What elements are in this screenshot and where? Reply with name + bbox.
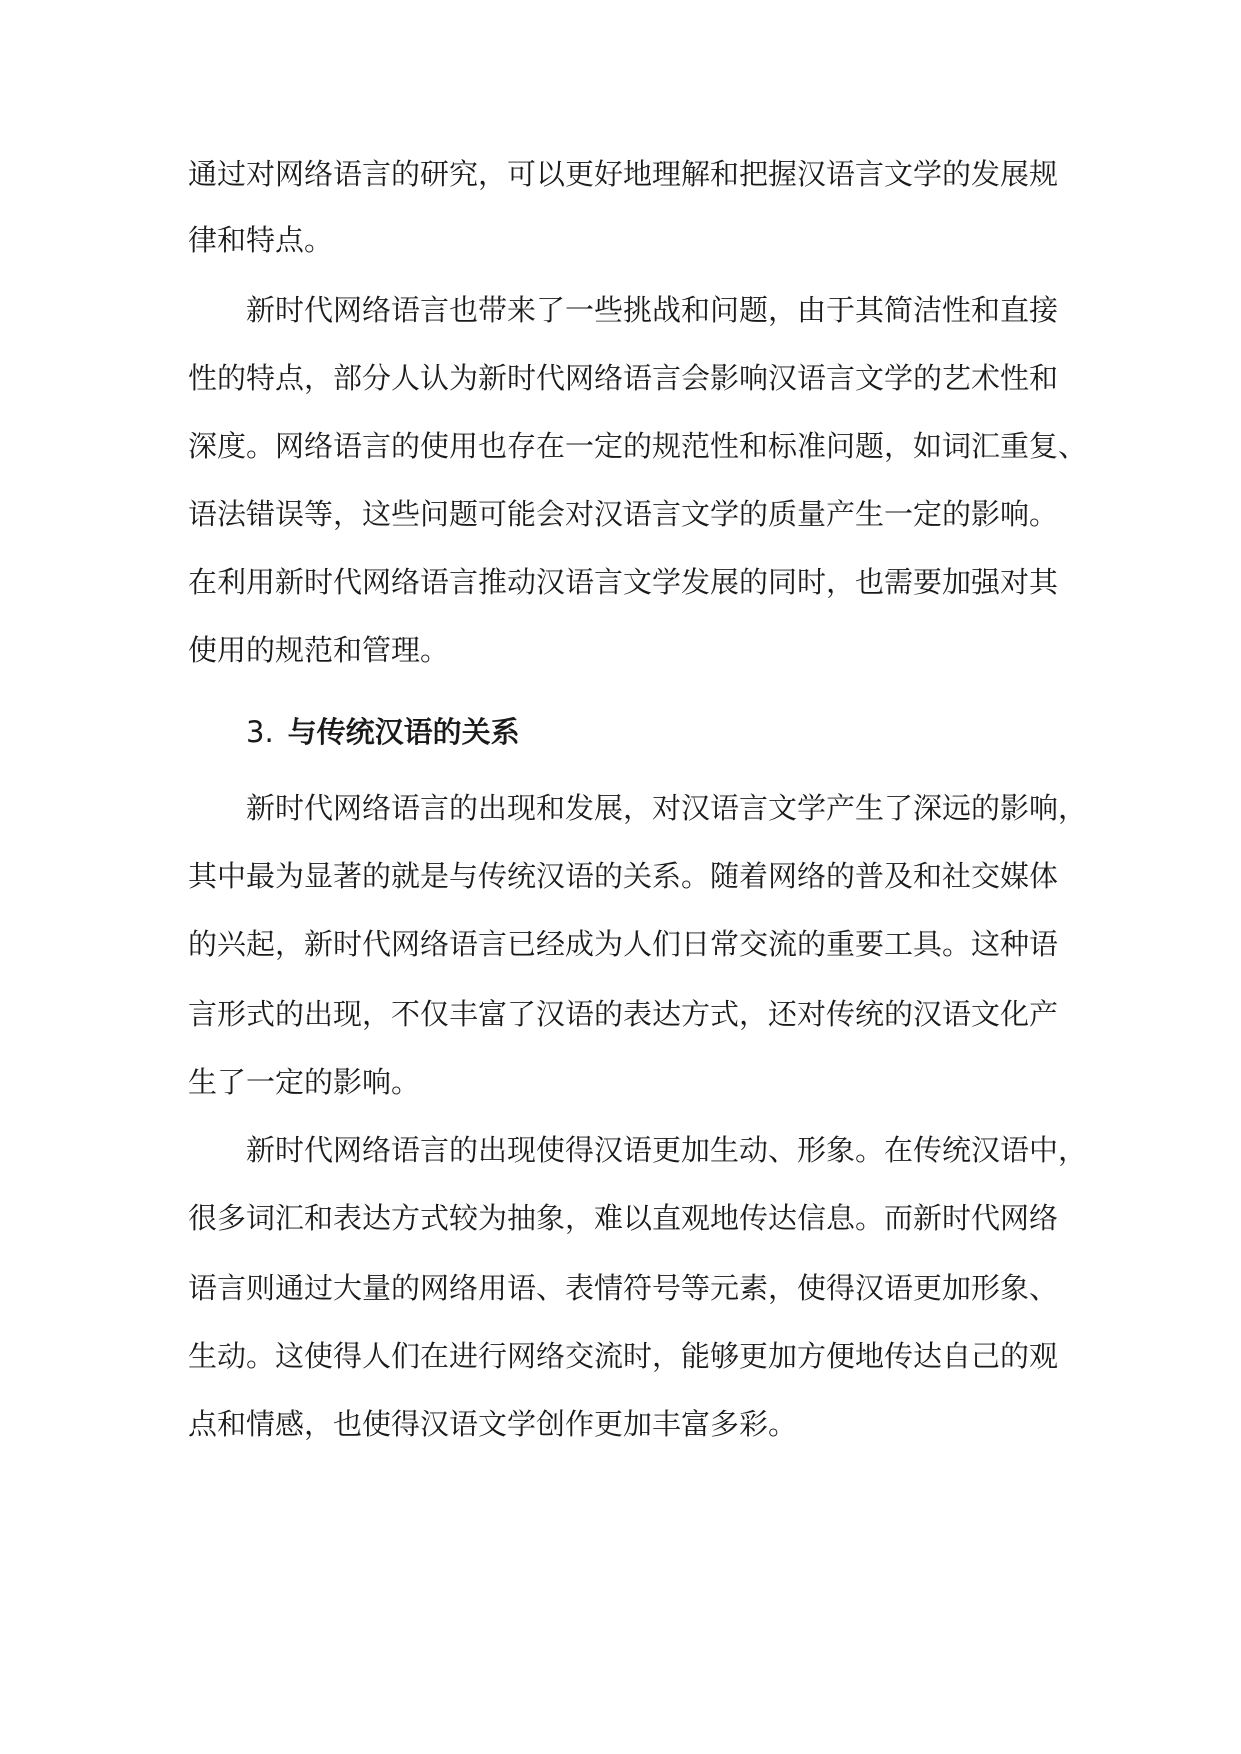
paragraph-line: 律和特点。 [188, 223, 334, 257]
section-number: 3. [246, 715, 274, 749]
paragraph-line: 在利用新时代网络语言推动汉语言文学发展的同时，也需要加强对其 [188, 565, 1059, 599]
paragraph-line: 新时代网络语言的出现使得汉语更加生动、形象。在传统汉语中， [246, 1133, 1088, 1167]
paragraph-line: 很多词汇和表达方式较为抽象，难以直观地传达信息。而新时代网络 [188, 1201, 1059, 1235]
paragraph-line: 其中最为显著的就是与传统汉语的关系。随着网络的普及和社交媒体 [188, 859, 1059, 893]
paragraph-line: 性的特点，部分人认为新时代网络语言会影响汉语言文学的艺术性和 [188, 361, 1059, 395]
paragraph-line: 深度。网络语言的使用也存在一定的规范性和标准问题，如词汇重复、 [188, 429, 1088, 463]
paragraph-line: 语言则通过大量的网络用语、表情符号等元素，使得汉语更加形象、 [188, 1271, 1059, 1305]
paragraph-line: 新时代网络语言也带来了一些挑战和问题，由于其简洁性和直接 [246, 293, 1059, 327]
paragraph-line: 言形式的出现，不仅丰富了汉语的表达方式，还对传统的汉语文化产 [188, 997, 1059, 1031]
paragraph-line: 语法错误等，这些问题可能会对汉语言文学的质量产生一定的影响。 [188, 497, 1059, 531]
section-heading [246, 712, 520, 752]
paragraph-line: 点和情感，也使得汉语文学创作更加丰富多彩。 [188, 1407, 798, 1441]
paragraph-line: 的兴起，新时代网络语言已经成为人们日常交流的重要工具。这种语 [188, 927, 1059, 961]
section-title: 与传统汉语的关系 [287, 715, 520, 749]
paragraph-line: 通过对网络语言的研究，可以更好地理解和把握汉语言文学的发展规 [188, 157, 1059, 191]
paragraph-line: 使用的规范和管理。 [188, 633, 450, 667]
paragraph-line: 生动。这使得人们在进行网络交流时，能够更加方便地传达自己的观 [188, 1339, 1059, 1373]
paragraph-line: 新时代网络语言的出现和发展，对汉语言文学产生了深远的影响， [246, 791, 1088, 825]
paragraph-line: 生了一定的影响。 [188, 1065, 421, 1099]
